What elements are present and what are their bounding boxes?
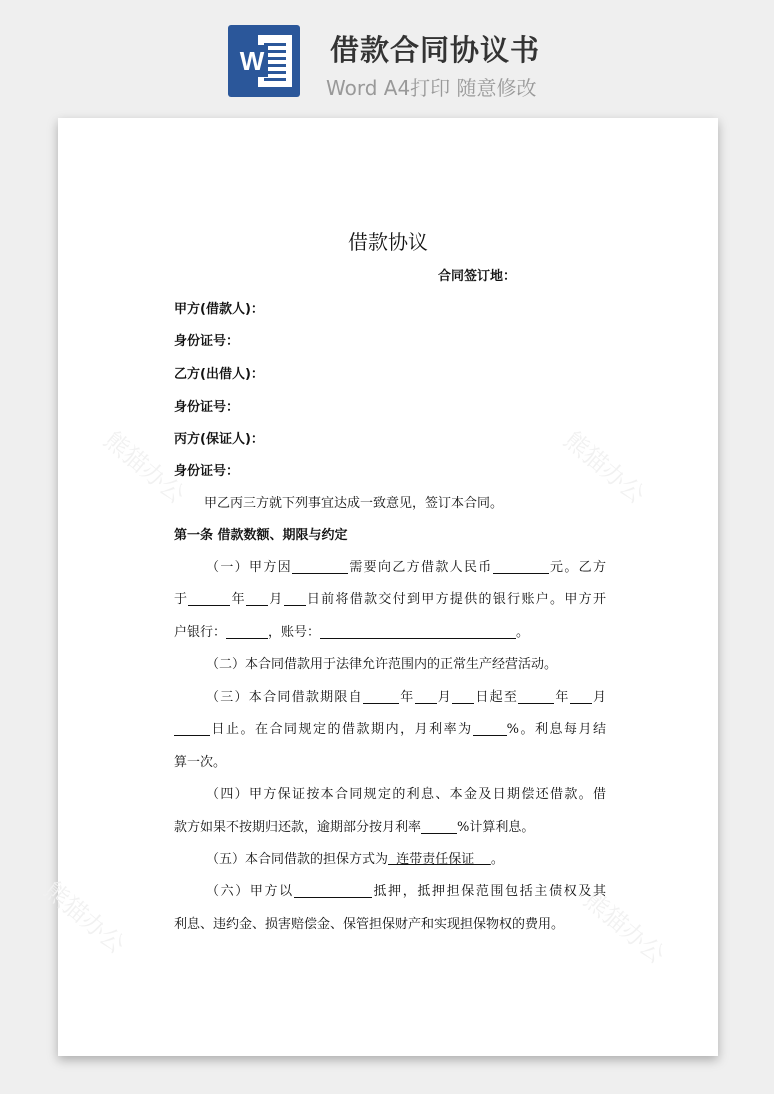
clause-1-line-1: （一）甲方因 需要向乙方借款人民币 元。乙方: [206, 560, 606, 575]
watermark: 熊猫办公: [558, 425, 651, 509]
banner-title: 借款合同协议书: [330, 33, 541, 67]
party-a-id-label: 身份证号：: [174, 334, 240, 349]
word-icon: [228, 25, 300, 97]
party-b-label: 乙方(出借人)：: [174, 367, 264, 382]
intro-text: 甲乙丙三方就下列事宜达成一致意见，签订本合同。: [204, 496, 504, 511]
document-title: 借款协议: [348, 230, 428, 254]
document-page: [38, 118, 718, 1056]
word-letter: W: [236, 45, 268, 77]
clause-4-line-2: 款方如果不按期归还款，逾期部分按月利率 %计算利息。: [174, 820, 535, 835]
watermark: 熊猫办公: [38, 875, 131, 959]
clause-6-line-1: （六）甲方以 抵押，抵押担保范围包括主债权及其: [206, 884, 606, 899]
clause-5-text: （五）本合同借款的担保方式为 连带责任保证 。: [206, 852, 504, 867]
article-1-heading: 第一条 借款数额、期限与约定: [174, 528, 348, 543]
party-c-id-label: 身份证号：: [174, 464, 240, 479]
watermark: 熊猫办公: [578, 885, 671, 969]
clause-1-line-3: 户银行： ，账号： 。: [174, 625, 530, 640]
watermark: 熊猫办公: [98, 425, 191, 509]
banner: [0, 0, 774, 110]
clause-2-text: （二）本合同借款用于法律允许范围内的正常生产经营活动。: [206, 657, 558, 672]
party-c-label: 丙方(保证人)：: [174, 432, 264, 447]
clause-6-line-2: 利息、违约金、损害赔偿金、保管担保财产和实现担保物权的费用。: [174, 917, 565, 932]
party-a-label: 甲方(借款人)：: [174, 302, 264, 317]
clause-3-line-2: 日止。在合同规定的借款期内，月利率为 %。利息每月结: [174, 718, 606, 737]
banner-subtitle: Word A4打印 随意修改: [326, 76, 537, 100]
clause-4-line-1: （四）甲方保证按本合同规定的利息、本金及日期偿还借款。借: [206, 787, 606, 802]
sign-place-label: 合同签订地：: [438, 269, 517, 284]
guarantee-method-value: 连带责任保证: [388, 852, 491, 867]
clause-3-line-1: （三）本合同借款期限自 年 月 日起至 年 月: [206, 690, 606, 705]
clause-3-line-3: 算一次。: [174, 755, 227, 770]
party-b-id-label: 身份证号：: [174, 400, 240, 415]
clause-1-line-2: 于 年 月 日前将借款交付到甲方提供的银行账户。甲方开: [174, 592, 606, 607]
